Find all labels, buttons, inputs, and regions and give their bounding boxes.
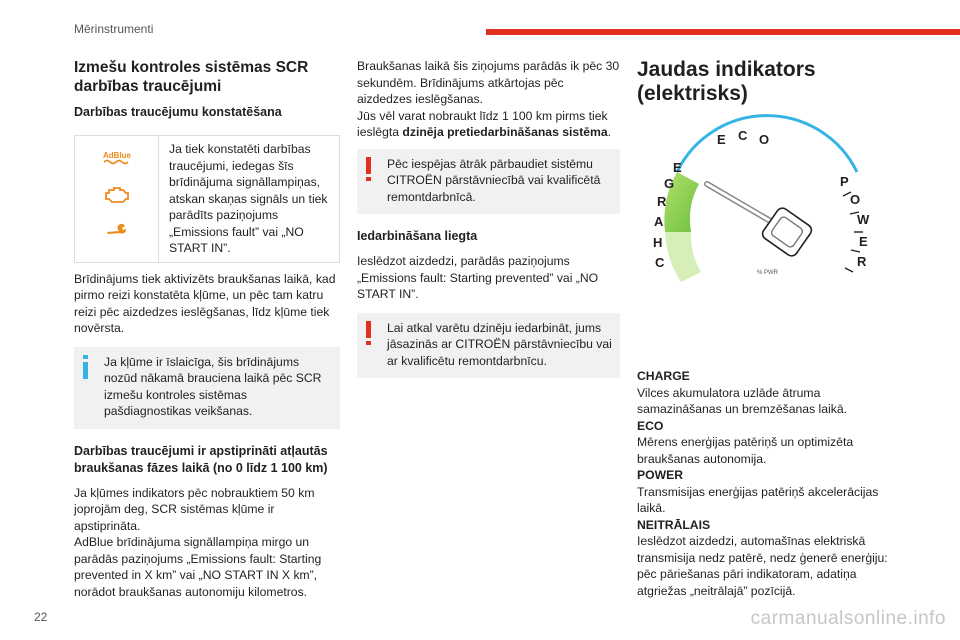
- gauge-legend: [637, 368, 897, 599]
- paragraph: Jūs vēl varat nobraukt līdz 1 100 km pirms tiek ieslēgta dzinēja pretiedarbināšanas sistēma.: [357, 108, 612, 139]
- paragraph: AdBlue brīdinājuma signāllampiņa mirgo un parādās paziņojums „Emissions fault: Starting prevented in X km” vai „NO START IN X km”, norādot braukšanas autonomiju kilometros.: [74, 535, 322, 599]
- paragraph: Braukšanas laikā šis ziņojums parādās ik pēc 30 sekundēm. Brīdinājums atkārtojas pēc aizdedzes ieslēgšanas.: [357, 59, 620, 106]
- info-icon: [82, 355, 90, 384]
- legend-desc: Ieslēdzot aizdedzi, automašīnas elektriskā transmisija nedz patērē, nedz ģenerē enerģiju: pēc pāriešanas pāri indikatoram, adatiņa atgriežas „neitrālajā” pozīcijā.: [637, 534, 888, 598]
- warning-icon: [365, 157, 373, 186]
- adblue-icon: [102, 149, 132, 172]
- charge-zone-fade: [665, 232, 701, 282]
- warning-icon: [365, 321, 373, 350]
- legend-term: ECO: [637, 418, 664, 433]
- wrench-icon: [105, 223, 129, 242]
- column-right: [637, 58, 897, 599]
- page-number: 22: [34, 610, 48, 624]
- power-gauge: [637, 114, 897, 314]
- section-heading-scr: Izmešu kontroles sistēmas SCR darbības traucējumi: [74, 59, 309, 95]
- power-indicator-heading: Jaudas indikators (elektrisks): [637, 58, 816, 105]
- charge-letter-a: A: [654, 214, 664, 229]
- subheading-detection: Darbības traucējumu konstatēšana: [74, 105, 282, 119]
- eco-letter-c: C: [738, 128, 748, 143]
- svg-text:AdBlue: AdBlue: [102, 151, 131, 160]
- warning-note-text: Pēc iespējas ātrāk pārbaudiet sistēmu CITROËN pārstāvniecībā vai kvalificētā remontdarbnīcā.: [387, 156, 601, 204]
- header-accent-bar: [486, 29, 960, 35]
- paragraph: Ieslēdzot aizdedzi, parādās paziņojums „Emissions fault: Starting prevented” vai „NO START IN”.: [357, 254, 599, 301]
- warning-note: [357, 313, 620, 379]
- column-middle: [357, 58, 620, 378]
- engine-warning-icon: [103, 184, 131, 211]
- subheading-start-prevented: Iedarbināšana liegta: [357, 229, 478, 243]
- gauge-unit-label: % PWR: [757, 270, 778, 276]
- power-letter-o: O: [850, 192, 861, 207]
- table-text: Ja tiek konstatēti darbības traucējumi, iedegas šīs brīdinājuma signāllampiņas, atskan skaņas signāls un tiek parādīts paziņojums „Emissions fault” vai „NO START IN”.: [169, 142, 328, 255]
- eco-letter-e: E: [717, 132, 726, 147]
- legend-term: CHARGE: [637, 369, 690, 383]
- gauge-hub: [760, 206, 813, 258]
- power-letter-w: W: [857, 212, 870, 227]
- charge-letter-c: C: [655, 255, 665, 270]
- power-letter-r: R: [857, 254, 867, 269]
- warning-note-text: Lai atkal varētu dzinēju iedarbināt, jums jāsazinās ar CITROËN pārstāvniecību vai ar kvalificētu remontdarbnīcu.: [387, 320, 612, 368]
- eco-letter-o: O: [759, 132, 770, 147]
- legend-desc: Vilces akumulatora uzlāde ātruma samazināšanas un bremzēšanas laikā.: [637, 385, 848, 416]
- paragraph: Brīdinājums tiek aktivizēts braukšanas laikā, kad pirmo reizi konstatēta kļūme, un pēc tam katru reizi pēc aizdedzes ieslēgšanas, līdz kļūme tiek novērsta.: [74, 271, 336, 335]
- header-section-title: Mērinstrumenti: [74, 22, 154, 36]
- subheading-confirmed: Darbības traucējumi ir apstiprināti atļautās braukšanas fāzes laikā (no 0 līdz 1 100 km): [74, 443, 328, 475]
- watermark: carmanualsonline.info: [750, 608, 946, 629]
- paragraph: Ja kļūmes indikators pēc nobrauktiem 50 km joprojām deg, SCR sistēmas kļūme ir apstiprināta.: [74, 485, 315, 533]
- column-left: [74, 58, 340, 600]
- charge-letter-r: R: [657, 194, 667, 209]
- legend-desc: Transmisijas enerģijas patēriņš akcelerācijas laikā.: [637, 484, 879, 515]
- info-note: [74, 347, 340, 429]
- table-description: [159, 136, 339, 262]
- charge-letter-g: G: [664, 176, 675, 191]
- warning-note: [357, 149, 620, 215]
- charge-letter-e: E: [673, 160, 682, 175]
- legend-term: POWER: [637, 468, 684, 482]
- legend-desc: Mērens enerģijas patēriņš un optimizēta braukšanas autonomija.: [637, 435, 854, 466]
- legend-term: NEITRĀLAIS: [637, 517, 711, 532]
- warning-icon-table: [74, 135, 340, 263]
- power-letter-p: P: [840, 174, 849, 189]
- power-letter-e: E: [859, 234, 868, 249]
- info-note-text: Ja kļūme ir īslaicīga, šis brīdinājums nozūd nākamā brauciena laikā pēc SCR izmešu kontroles sistēmas pašdiagnostikas veikšanas.: [104, 354, 322, 418]
- charge-letter-h: H: [653, 235, 663, 250]
- power-gauge-svg: [637, 114, 897, 314]
- icon-cell: [75, 136, 159, 262]
